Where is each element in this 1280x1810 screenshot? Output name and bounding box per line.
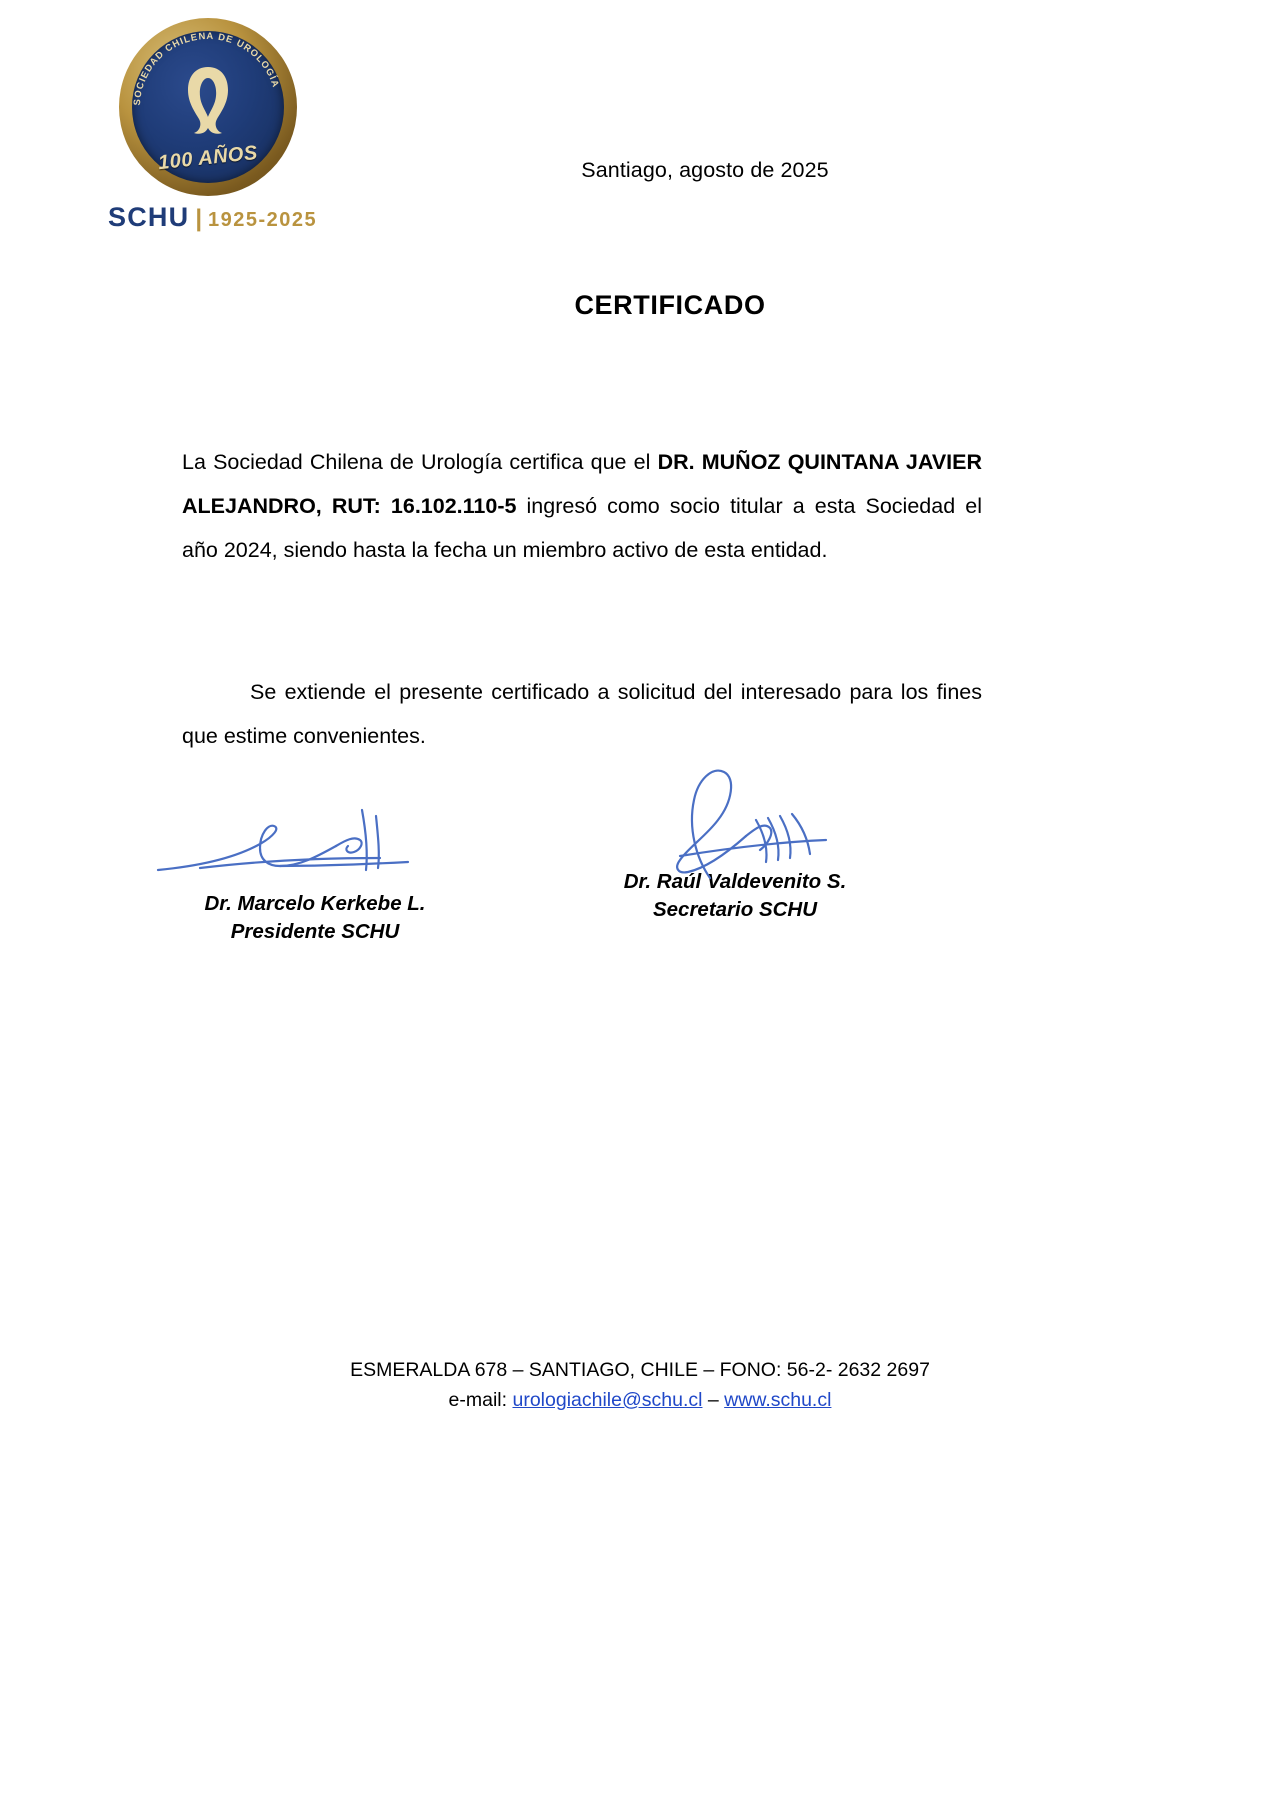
page-footer <box>0 1355 1280 1415</box>
footer-email-link[interactable]: urologiachile@schu.cl <box>512 1389 703 1411</box>
handwritten-signature-secretary <box>560 748 910 868</box>
logo-wordmark <box>108 202 318 233</box>
page-title: CERTIFICADO <box>574 290 766 320</box>
footer-separator: – <box>702 1389 725 1411</box>
certificate-paragraph-2: Se extiende el presente certificado a solicitud del interesado para los fines que estime convenientes. <box>182 680 982 748</box>
logo-wordmark-schu: SCHU <box>108 202 190 232</box>
certified-person-details: DR. MUÑOZ QUINTANA JAVIER ALEJANDRO, RUT: 16.102.110-5 <box>182 450 983 518</box>
document-date: Santiago, agosto de 2025 <box>581 158 829 182</box>
logo-wordmark-years: 1925-2025 <box>208 209 318 231</box>
schu-logo <box>108 18 318 233</box>
paragraph1-text-lead: La Sociedad Chilena de Urología certifica que el <box>182 450 658 474</box>
signature-name-secretary: Dr. Raúl Valdevenito S. <box>623 870 847 893</box>
footer-address: ESMERALDA 678 – SANTIAGO, CHILE – FONO: 56-2- 2632 2697 <box>350 1359 930 1381</box>
kidney-icon <box>175 63 241 137</box>
logo-ring-label: SOCIEDAD CHILENA DE UROLOGÍA <box>130 29 283 106</box>
footer-website-link[interactable]: www.schu.cl <box>724 1389 832 1411</box>
signature-block-secretary <box>560 748 910 924</box>
signature-block-president <box>140 770 490 946</box>
footer-email-label: e-mail: <box>448 1389 513 1411</box>
signature-name-president: Dr. Marcelo Kerkebe L. <box>204 892 426 915</box>
logo-wordmark-divider: | <box>195 205 203 232</box>
signature-role-president: Presidente SCHU <box>230 920 400 943</box>
certificate-paragraph-1 <box>182 440 982 572</box>
paragraph1-text-tail: ingresó como socio titular a esta Sociedad el año 2024, siendo hasta la fecha un miembro activo de esta entidad. <box>182 494 982 562</box>
handwritten-signature-president <box>140 770 490 890</box>
signature-role-secretary: Secretario SCHU <box>652 898 818 921</box>
footer-contact <box>0 1385 1280 1415</box>
logo-anniversary: 100 AÑOS <box>157 141 259 175</box>
